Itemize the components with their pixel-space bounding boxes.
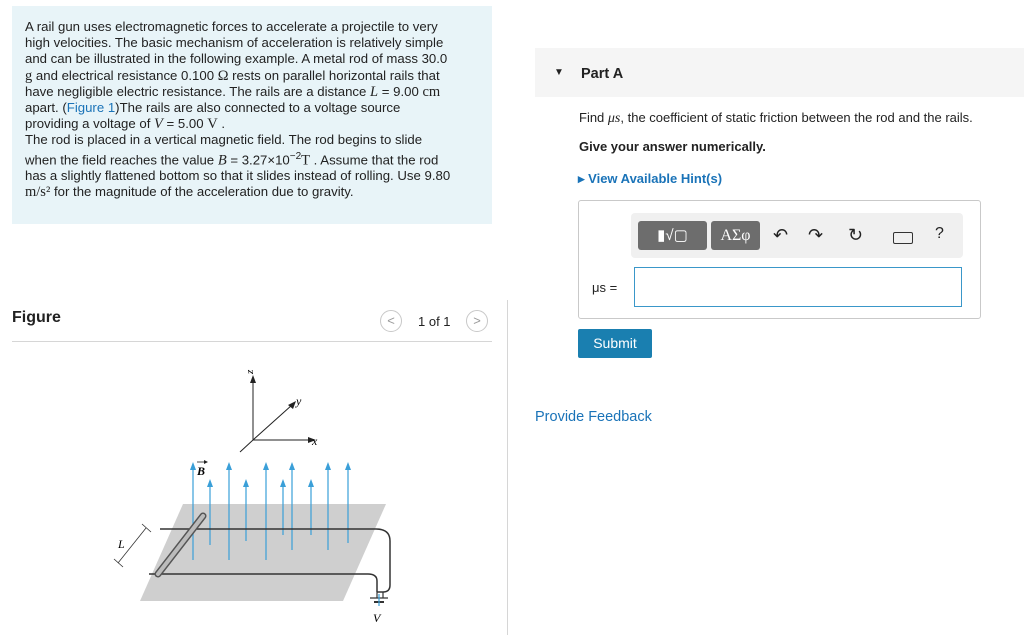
instruction-text: Give your answer numerically. <box>579 139 766 154</box>
problem-text: apart. ( <box>25 100 67 116</box>
submit-button[interactable]: Submit <box>578 329 652 358</box>
z-axis-arrow <box>250 375 256 383</box>
symbol-B: B <box>217 152 227 169</box>
part-title: Part A <box>581 66 624 82</box>
y-axis <box>253 405 292 440</box>
problem-text: high velocities. The basic mechanism of acceleration is relatively simple <box>25 35 444 51</box>
figure-page-indicator: 1 of 1 <box>418 314 451 329</box>
redo-icon[interactable]: ↷ <box>808 225 824 245</box>
unit-g: g <box>25 67 33 84</box>
provide-feedback-link[interactable]: Provide Feedback <box>535 409 652 425</box>
answer-box <box>578 200 981 319</box>
math-toolbar <box>631 213 963 258</box>
problem-text: providing a voltage of <box>25 116 155 132</box>
keyboard-icon[interactable] <box>893 232 913 244</box>
undo-icon[interactable]: ↶ <box>773 225 789 245</box>
panel-divider <box>507 300 508 635</box>
collapse-arrow-icon[interactable]: ▼ <box>554 67 564 78</box>
mu-s-symbol: μs <box>607 111 621 126</box>
rail-gun-diagram <box>100 355 400 635</box>
problem-text: The rod is placed in a vertical magnetic field. The rod begins to slide <box>25 132 423 148</box>
y-axis-label: y <box>296 394 302 408</box>
view-hints-link[interactable]: ▸ View Available Hint(s) <box>578 171 723 186</box>
problem-text: when the field reaches the value <box>25 152 218 168</box>
answer-input[interactable] <box>634 267 962 307</box>
problem-text: . Assume that the rod <box>310 152 439 168</box>
question-text: Find μs, the coefficient of static friction between the rod and the rails. <box>579 110 973 126</box>
symbols-button[interactable]: ΑΣφ <box>711 221 760 250</box>
problem-text: A rail gun uses electromagnetic forces to accelerate a projectile to very <box>25 19 438 34</box>
reset-icon[interactable]: ↻ <box>848 225 864 245</box>
problem-text: = 3.27×10 <box>226 152 290 168</box>
figure-title: Figure <box>12 309 61 326</box>
symbol-V: V <box>154 116 163 133</box>
problem-text: and electrical resistance 0.100 <box>32 67 218 83</box>
voltage-label: V <box>373 611 381 625</box>
templates-button[interactable]: ▮√▢ <box>638 221 707 250</box>
exponent: −2 <box>289 150 302 162</box>
problem-text: . <box>217 116 226 132</box>
figure-header <box>12 306 492 342</box>
z-axis-label: z <box>244 369 256 374</box>
problem-text: and can be illustrated in the following example. A metal rod of mass 30.0 <box>25 51 448 67</box>
figure-link[interactable]: Figure 1 <box>66 100 116 116</box>
problem-text: = 9.00 <box>378 83 423 99</box>
unit-ohm: Ω <box>217 67 229 84</box>
problem-text: for the magnitude of the acceleration due to gravity. <box>50 184 354 200</box>
unit-T: T <box>301 152 311 169</box>
problem-text: have negligible electric resistance. The rails are a distance <box>25 83 371 99</box>
distance-label: L <box>118 537 125 551</box>
problem-text: )The rails are also connected to a voltage source <box>115 100 401 116</box>
prev-figure-button[interactable]: < <box>380 310 402 332</box>
help-icon[interactable]: ? <box>935 225 944 242</box>
unit-ms2: m/s² <box>25 184 51 201</box>
field-arrowheads <box>190 462 351 487</box>
x-axis-label: x <box>312 434 318 448</box>
next-figure-button[interactable]: > <box>466 310 488 332</box>
part-a-header[interactable] <box>535 48 1024 97</box>
field-label: B <box>197 464 206 478</box>
left-panel <box>0 0 507 635</box>
unit-cm: cm <box>422 83 441 100</box>
problem-text: = 5.00 <box>162 116 208 132</box>
problem-text: rests on parallel horizontal rails that <box>228 67 440 83</box>
axis-tail <box>240 440 253 452</box>
unit-V: V <box>207 116 218 133</box>
symbol-L: L <box>370 83 379 100</box>
problem-statement <box>12 6 492 224</box>
expand-triangle-icon: ▸ <box>578 171 589 186</box>
problem-text: has a slightly flattened bottom so that it slides instead of rolling. Use 9.80 <box>25 168 451 184</box>
variable-label: μs = <box>592 280 618 295</box>
